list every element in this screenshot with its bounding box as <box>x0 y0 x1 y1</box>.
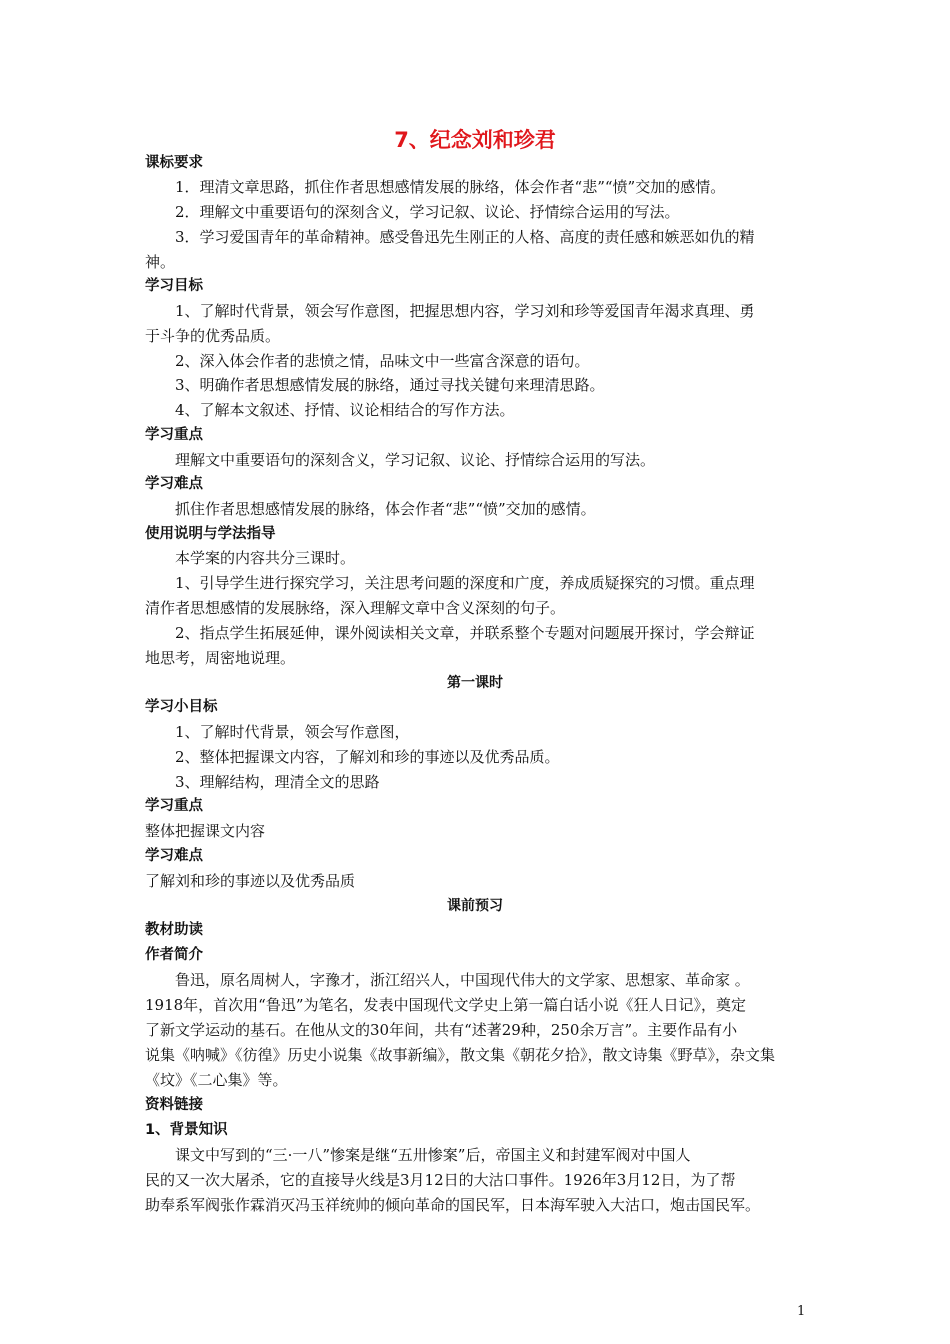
section-heading: 学习目标 <box>145 278 203 294</box>
paragraph: 本学案的内容共分三课时。 <box>175 549 356 567</box>
preview-heading: 课前预习 <box>447 898 503 914</box>
paragraph: 《坟》《二心集》等。 <box>145 1071 288 1089</box>
paragraph: 2．理解文中重要语句的深刻含义，学习记叙、议论、抒情综合运用的写法。 <box>175 203 680 221</box>
section-heading: 1、背景知识 <box>145 1122 228 1138</box>
paragraph: 整体把握课文内容 <box>145 822 266 840</box>
paragraph: 3．学习爱国青年的革命精神。感受鲁迅先生刚正的人格、高度的责任感和嫉恶如仇的精 <box>175 228 755 246</box>
paragraph: 了解刘和珍的事迹以及优秀品质 <box>145 872 356 890</box>
section-heading: 课标要求 <box>145 155 203 171</box>
paragraph: 2、指点学生拓展延伸，课外阅读相关文章，并联系整个专题对问题展开探讨，学会辩证 <box>175 624 755 642</box>
paragraph: 说集《呐喊》《彷徨》历史小说集《故事新编》，散文集《朝花夕拾》，散文诗集《野草》，杂文集 <box>145 1046 776 1064</box>
paragraph: 1．理清文章思路，抓住作者思想感情发展的脉络，体会作者“悲”“愤”交加的感情。 <box>175 178 726 196</box>
paragraph: 清作者思想感情的发展脉络，深入理解文章中含义深刻的句子。 <box>145 599 566 617</box>
section-heading: 学习小目标 <box>145 699 218 715</box>
paragraph: 抓住作者思想感情发展的脉络，体会作者“悲”“愤”交加的感情。 <box>175 500 596 518</box>
paragraph: 助奉系军阀张作霖消灭冯玉祥统帅的倾向革命的国民军，日本海军驶入大沽口，炮击国民军。 <box>145 1196 761 1214</box>
paragraph: 4、了解本文叙述、抒情、议论相结合的写作方法。 <box>175 401 515 419</box>
section-heading: 使用说明与学法指导 <box>145 526 276 542</box>
paragraph: 3、理解结构，理清全文的思路 <box>175 773 380 791</box>
lesson-heading: 第一课时 <box>447 675 503 691</box>
paragraph: 了新文学运动的基石。在他从文的30年间，共有“述著29种，250余万言”。主要作品有小 <box>145 1021 738 1039</box>
section-heading: 资料链接 <box>145 1097 203 1113</box>
page-number: 1 <box>797 1304 806 1319</box>
paragraph: 课文中写到的“三·一八”惨案是继“五卅惨案”后，帝国主义和封建军阀对中国人 <box>175 1146 691 1164</box>
paragraph: 于斗争的优秀品质。 <box>145 327 281 345</box>
paragraph: 神。 <box>145 253 176 271</box>
paragraph: 1、引导学生进行探究学习，关注思考问题的深度和广度，养成质疑探究的习惯。重点理 <box>175 574 755 592</box>
paragraph: 2、深入体会作者的悲愤之情，品味文中一些富含深意的语句。 <box>175 352 590 370</box>
paragraph: 3、明确作者思想感情发展的脉络，通过寻找关键句来理清思路。 <box>175 376 605 394</box>
paragraph: 1、了解时代背景，领会写作意图， <box>175 723 410 741</box>
paragraph: 地思考，周密地说理。 <box>145 649 296 667</box>
paragraph: 鲁迅，原名周树人，字豫才，浙江绍兴人，中国现代伟大的文学家、思想家、革命家 。 <box>175 971 750 989</box>
paragraph: 1918年，首次用“鲁迅”为笔名，发表中国现代文学史上第一篇白话小说《狂人日记》，奠定 <box>145 996 747 1014</box>
paragraph: 理解文中重要语句的深刻含义，学习记叙、议论、抒情综合运用的写法。 <box>175 451 656 469</box>
section-heading: 作者简介 <box>145 947 203 963</box>
paragraph: 2、整体把握课文内容，了解刘和珍的事迹以及优秀品质。 <box>175 748 560 766</box>
section-heading: 学习重点 <box>145 427 203 443</box>
section-heading: 学习难点 <box>145 848 203 864</box>
section-heading: 学习重点 <box>145 798 203 814</box>
paragraph: 1、了解时代背景，领会写作意图，把握思想内容，学习刘和珍等爱国青年渴求真理、勇 <box>175 302 755 320</box>
paragraph: 民的又一次大屠杀，它的直接导火线是3月12日的大沽口事件。1926年3月12日，为了帮 <box>145 1171 736 1189</box>
document-title: 7、纪念刘和珍君 <box>394 128 556 152</box>
section-heading: 学习难点 <box>145 476 203 492</box>
section-heading: 教材助读 <box>145 922 203 938</box>
